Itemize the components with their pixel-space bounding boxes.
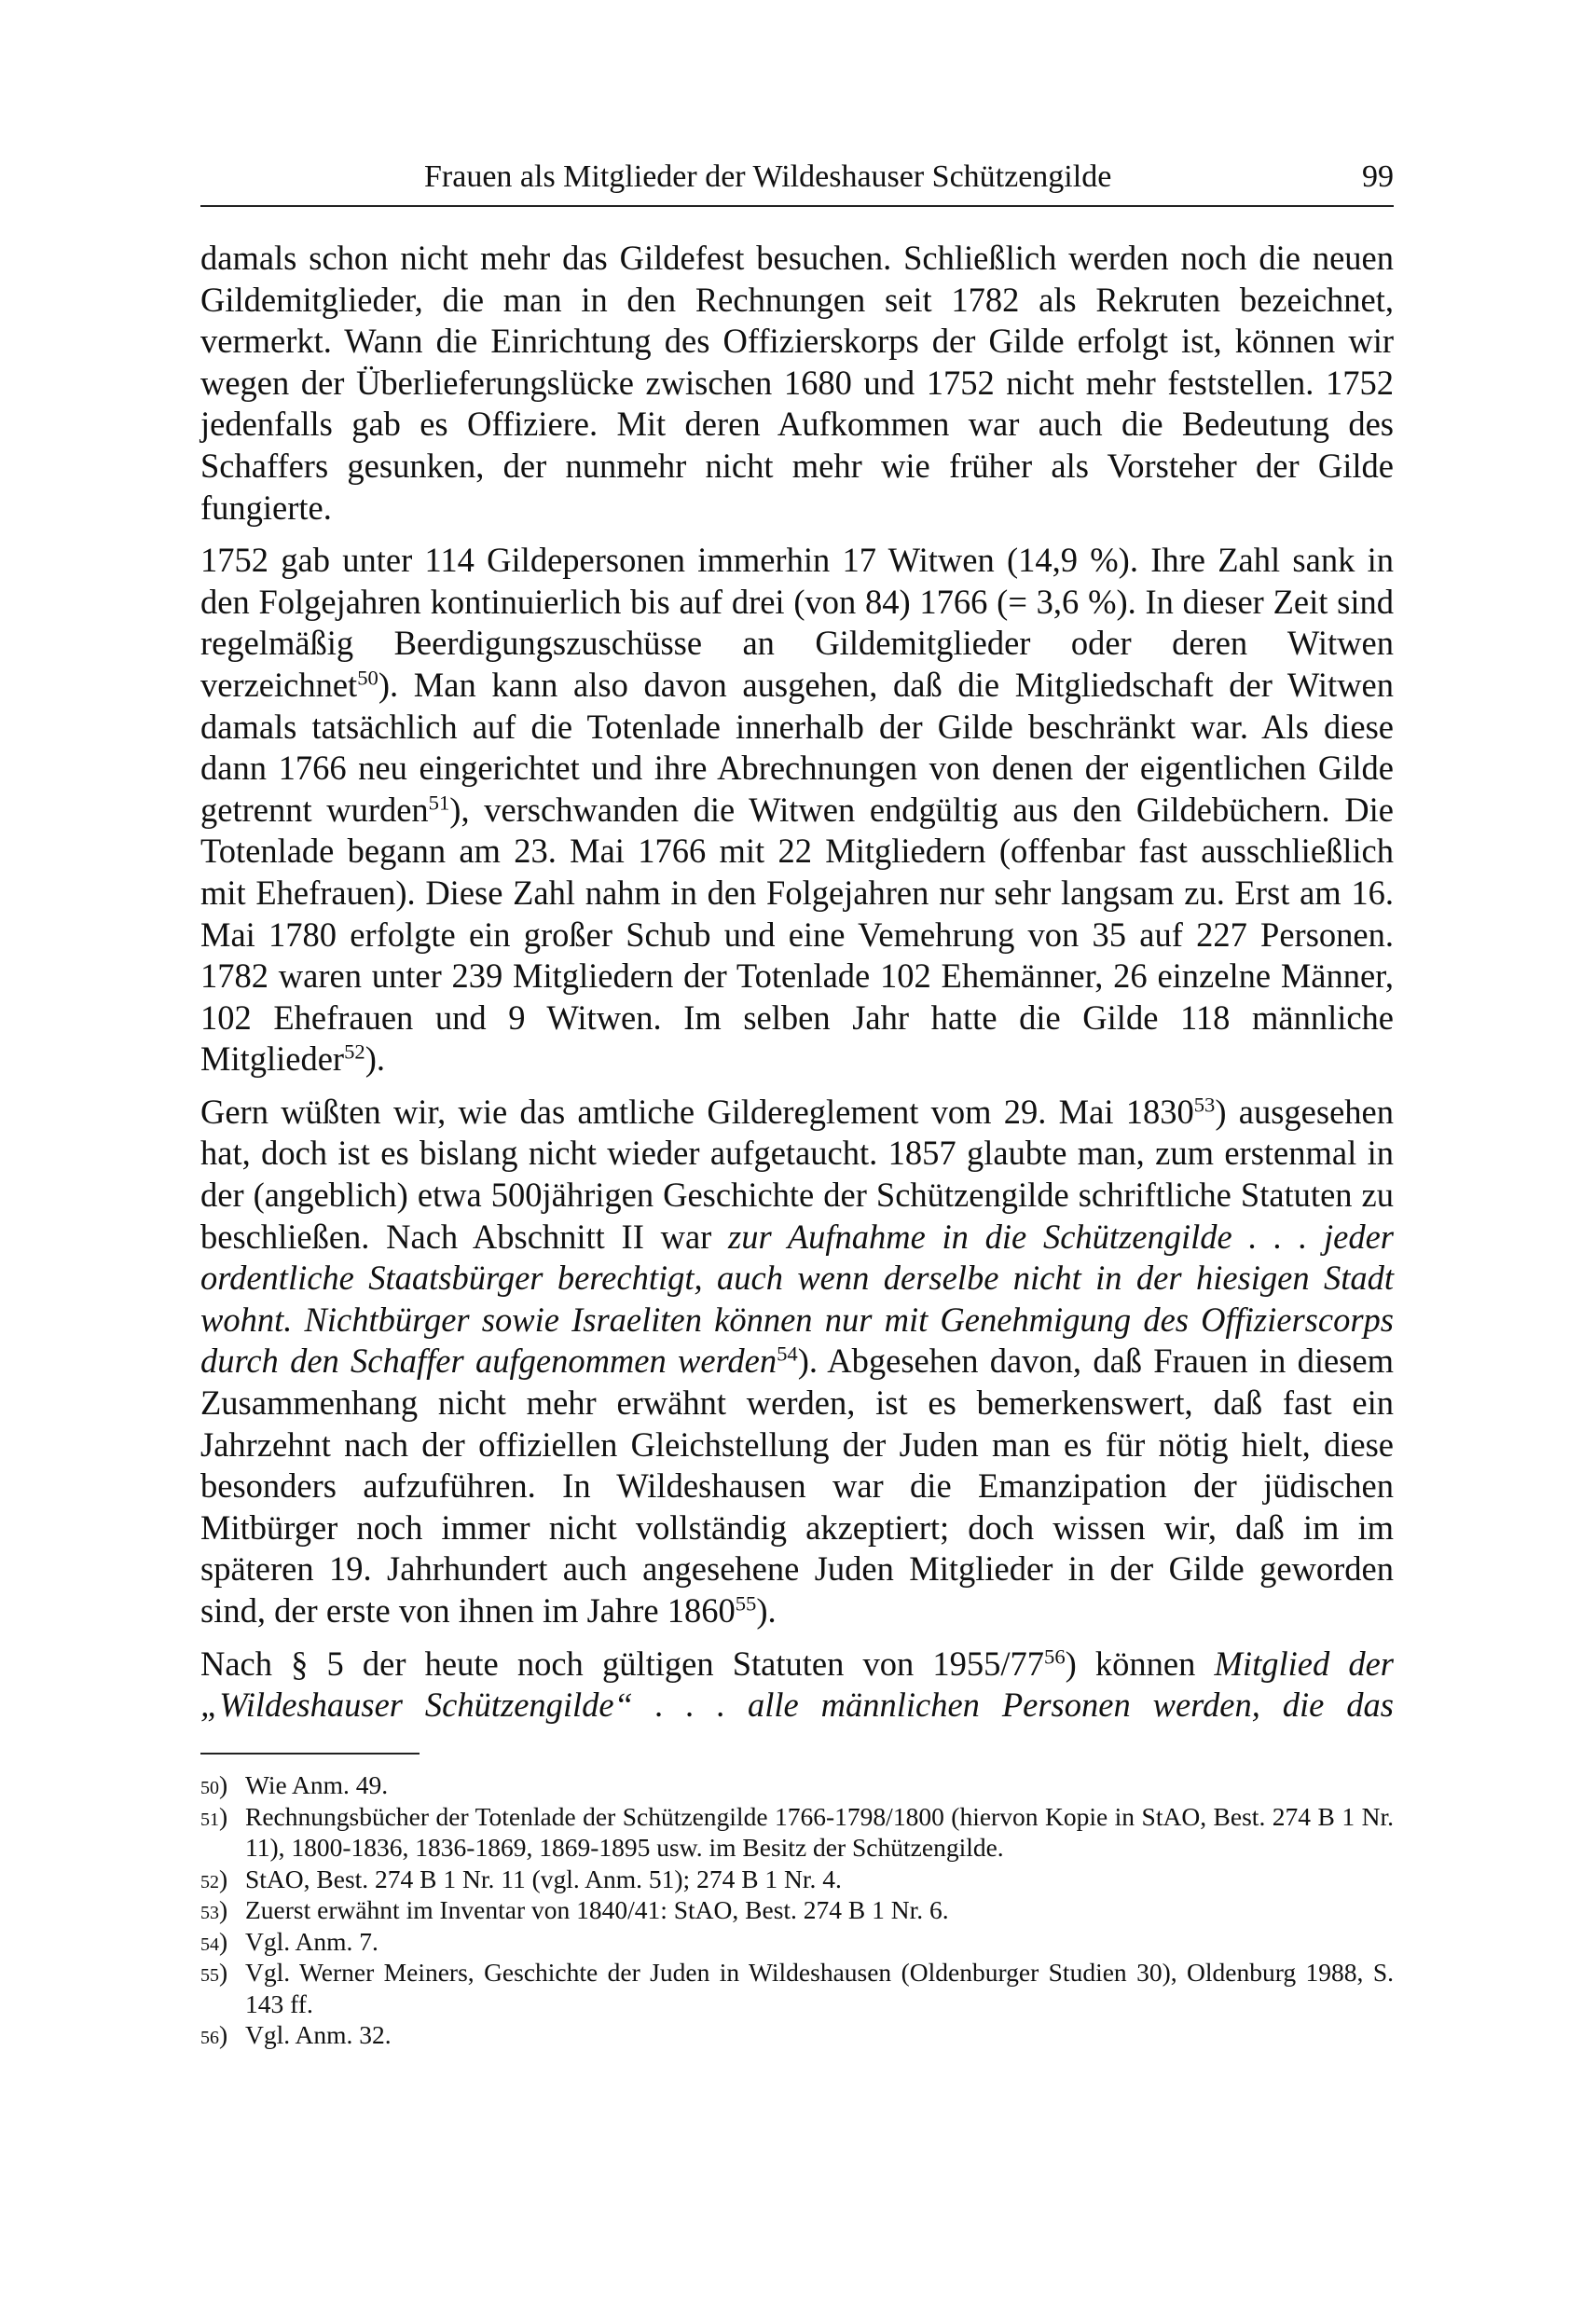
footnote-marker: 54) (200, 1926, 228, 1956)
paragraph-4 (200, 1644, 1394, 1727)
footnote-55 (200, 1957, 1394, 2019)
header-rule (200, 205, 1394, 207)
paragraph-4-text-b: ) können (1065, 1644, 1215, 1683)
page-number: 99 (1362, 159, 1394, 194)
statute-quote-current: Mitglied der „Wildeshauser Schützengilde“ . . . alle männlichen Personen werden, die das (200, 1644, 1394, 1725)
paragraph-3-text-a: Gern wüßten wir, wie das amtliche Gildereglement vom 29. Mai 1830 (200, 1092, 1194, 1131)
footnote-marker: 56) (200, 2020, 228, 2049)
footnote-ref-54[interactable]: 54 (777, 1342, 798, 1366)
header-title: Frauen als Mitglieder der Wildeshauser Schützengilde (424, 159, 1112, 194)
footnote-marker: 55) (200, 1958, 228, 1987)
running-header (200, 157, 1394, 198)
footnote-ref-50[interactable]: 50 (357, 666, 378, 690)
footnote-text: Rechnungsbücher der Totenlade der Schützengilde 1766-1798/1800 (hiervon Kopie in StAO, Best. 274 B 1 Nr. 11), 1800-1836, 1836-1869, 1869-1895 usw. im Besitz der Schützengilde. (245, 1801, 1394, 1862)
footnote-ref-55[interactable]: 55 (735, 1591, 757, 1616)
statute-quote-1857: zur Aufnahme in die Schützengilde . . . jeder ordentliche Staatsbürger berechtigt, auch wenn derselbe nicht in der hiesigen Stadt wohnt. Nichtbürger sowie Israeliten können nur mit Genehmigung des Offizierscorps durch den Schaffer aufgenommen werden (200, 1217, 1394, 1381)
footnote-ref-51[interactable]: 51 (428, 791, 450, 815)
paragraph-2-text-b: ). Man kann also davon ausgehen, daß die Mitgliedschaft der Witwen damals tatsächlich auf die Totenlade innerhalb der Gilde beschränkt war. Als diese dann 1766 neu eingerichtet und ihre Abrechnungen von denen der eigentlichen Gilde getrennt wurden (200, 665, 1394, 829)
footnote-marker: 50) (200, 1770, 228, 1799)
footnote-52 (200, 1864, 1394, 1895)
paragraph-4-text-a: Nach § 5 der heute noch gültigen Statuten von 1955/77 (200, 1644, 1045, 1683)
footnote-text: Zuerst erwähnt im Inventar von 1840/41: StAO, Best. 274 B 1 Nr. 6. (245, 1895, 949, 1924)
footnote-ref-53[interactable]: 53 (1193, 1093, 1216, 1117)
paragraph-2-text-c: ), verschwanden die Witwen endgültig aus den Gildebüchern. Die Totenlade begann am 23. Mai 1766 mit 22 Mitgliedern (offenbar fast ausschließlich mit Ehefrauen). Diese Zahl nahm in den Folgejahren nur sehr langsam zu. Erst am 16. Mai 1780 erfolgte ein großer Schub und eine Vemehrung von 35 auf 227 Personen. 1782 waren unter 239 Mitgliedern der Totenlade 102 Ehemänner, 26 einzelne Männer, 102 Ehefrauen und 9 Witwen. Im selben Jahr hatte die Gilde 118 männliche Mitglieder (200, 790, 1394, 1079)
footnote-53 (200, 1894, 1394, 1926)
footnote-text: Vgl. Anm. 32. (245, 2020, 392, 2049)
footnote-text: Vgl. Werner Meiners, Geschichte der Juden in Wildeshausen (Oldenburger Studien 30), Oldenburg 1988, S. 143 ff. (245, 1958, 1394, 2018)
paragraph-1-text: damals schon nicht mehr das Gildefest besuchen. Schließlich werden noch die neuen Gildemitglieder, die man in den Rechnungen seit 1782 als Rekruten bezeichnet, vermerkt. Wann die Einrichtung des Offizierskorps der Gilde erfolgt ist, können wir wegen der Überlieferungslücke zwischen 1680 und 1752 nicht mehr feststellen. 1752 jedenfalls gab es Offiziere. Mit deren Aufkommen war auch die Bedeutung des Schaffers gesunken, der nunmehr nicht mehr wie früher als Vorsteher der Gilde fungierte. (200, 239, 1394, 527)
footnote-ref-52[interactable]: 52 (344, 1039, 365, 1064)
footnote-marker: 52) (200, 1864, 228, 1893)
footnote-marker: 51) (200, 1801, 228, 1831)
footnote-text: Wie Anm. 49. (245, 1770, 389, 1799)
footnote-51 (200, 1801, 1394, 1864)
footnote-text: Vgl. Anm. 7. (245, 1926, 378, 1956)
footnote-56 (200, 2019, 1394, 2051)
footnote-marker: 53) (200, 1895, 228, 1924)
paragraph-2-text-d: ). (365, 1039, 385, 1079)
paragraph-2-text-a: 1752 gab unter 114 Gildepersonen immerhin 17 Witwen (14,9 %). Ihre Zahl sank in den Folgejahren kontinuierlich bis auf drei (von 84) 1766 (= 3,6 %). In dieser Zeit sind regelmäßig Beerdigungszuschüsse an Gildemitglieder oder deren Witwen verzeichnet (200, 541, 1394, 704)
footnote-rule (200, 1753, 420, 1755)
footnote-text: StAO, Best. 274 B 1 Nr. 11 (vgl. Anm. 51); 274 B 1 Nr. 4. (245, 1864, 842, 1893)
paragraph-2 (200, 540, 1394, 1080)
paragraph-3 (200, 1092, 1394, 1632)
paragraph-3-text-b: ) ausgesehen hat, doch ist es bislang nicht wieder aufgetaucht. 1857 glaubte man, zum erstenmal in der (angeblich) etwa 500jährigen Geschichte der Schützengilde schriftliche Statuten zu beschließen. Nach Abschnitt II war (200, 1092, 1394, 1256)
footnote-54 (200, 1926, 1394, 1958)
paragraph-1 (200, 238, 1394, 529)
footnote-50 (200, 1769, 1394, 1801)
paragraph-3-text-d: ). (756, 1591, 777, 1630)
body-text (200, 238, 1394, 1727)
footnote-ref-56[interactable]: 56 (1044, 1645, 1066, 1669)
footnotes (200, 1769, 1394, 2051)
paragraph-3-text-c: ). Abgesehen davon, daß Frauen in diesem Zusammenhang nicht mehr erwähnt werden, ist es bemerkenswert, daß fast ein Jahrzehnt nach der offiziellen Gleichstellung der Juden man es für nötig hielt, diese besonders aufzuführen. In Wildeshausen war die Emanzipation der jüdischen Mitbürger noch immer nicht vollständig akzeptiert; doch wissen wir, daß im im späteren 19. Jahrhundert auch angesehene Juden Mitglieder in der Gilde geworden sind, der erste von ihnen im Jahre 1860 (200, 1342, 1394, 1630)
